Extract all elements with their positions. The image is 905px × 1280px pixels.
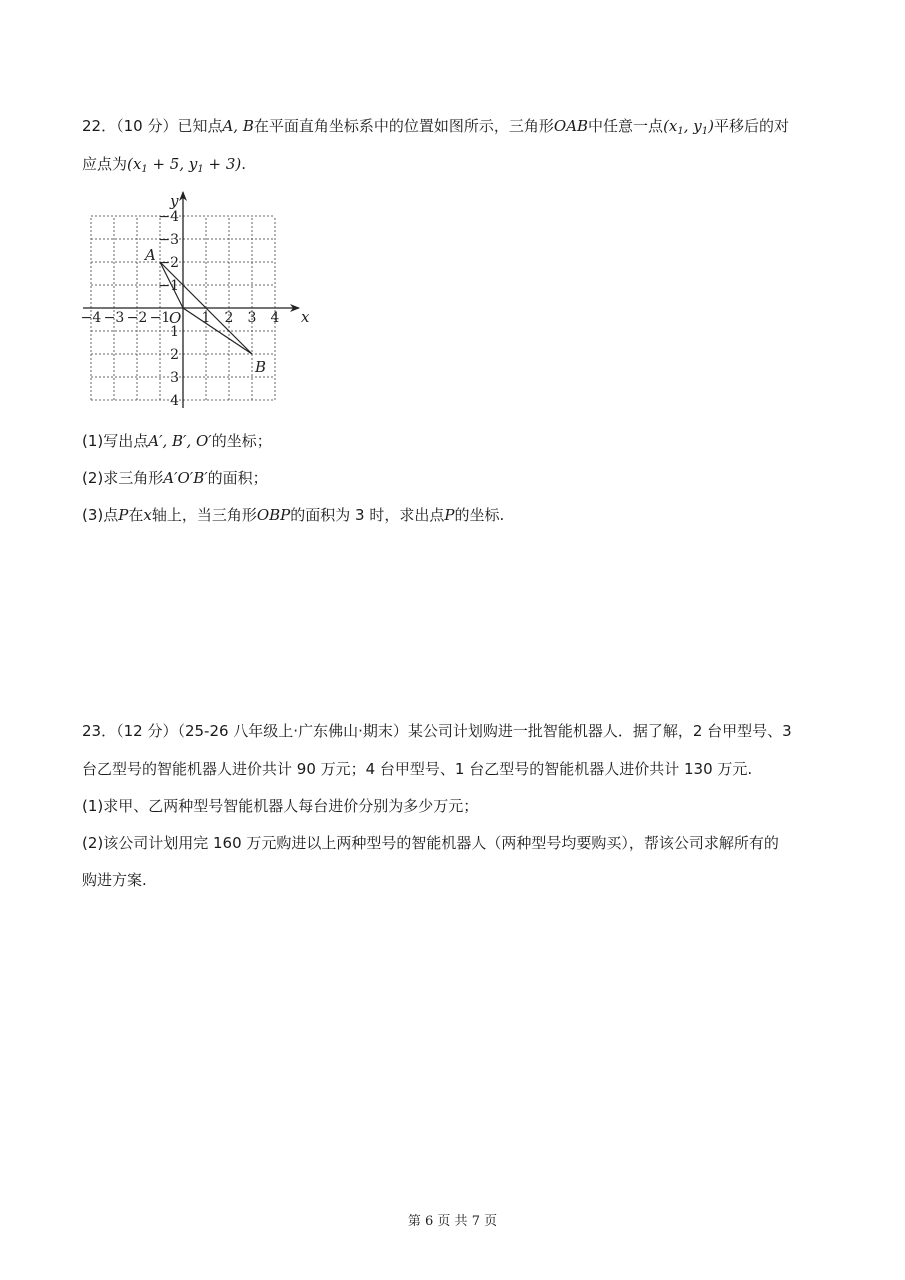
q22-p3-point-p: P [444, 506, 455, 524]
q22-p1-points: A′, B′, O′ [148, 432, 212, 450]
q22-part-1 [82, 430, 272, 452]
y-tick-label: −3 [158, 232, 179, 248]
q22-p3-x: x [143, 506, 152, 524]
q22-number: 22． [82, 117, 117, 135]
q23-part-1: (1)求甲、乙两种型号智能机器人每台进价分别为多少万元； [82, 797, 479, 815]
q22-p3-triangle: OBP [256, 506, 291, 524]
q22-text: 已知点 [177, 117, 223, 135]
q22-p3-text: 在 [128, 506, 144, 524]
coordinate-figure [78, 186, 308, 412]
x-tick-label: −2 [126, 310, 148, 326]
q22-p1-text: 的坐标； [211, 432, 272, 450]
y-tick-label: 2 [170, 347, 179, 363]
q22-part-2 [82, 467, 268, 489]
x-tick-label: 2 [224, 310, 234, 326]
q23-line-2: 台乙型号的智能机器人进价共计 90 万元；4 台甲型号、1 台乙型号的智能机器人进价共计 130 万元. [82, 760, 753, 778]
x-tick-label: −1 [149, 310, 171, 326]
q22-p2-text: (2)求三角形 [82, 469, 164, 487]
q23-part-2-line-2: 购进方案. [82, 871, 147, 889]
figure-labels [81, 192, 310, 409]
q22-score: （10 分） [116, 117, 178, 135]
y-tick-label: 1 [170, 324, 179, 340]
q22-text: 中任意一点 [588, 117, 664, 135]
q22-p2-text: 的面积； [207, 469, 268, 487]
q23-line-1: 23．（12 分）（25-26 八年级上·广东佛山·期末）某公司计划购进一批智能机器人．据了解，2 台甲型号、3 [82, 722, 792, 740]
x-axis-label: x [301, 308, 310, 326]
point-b-label: B [255, 358, 267, 376]
x-tick-label: 3 [247, 310, 257, 326]
y-axis-label: y [170, 192, 179, 210]
x-tick-label: 4 [270, 310, 280, 326]
q23-part-2-line-1: (2)该公司计划用完 160 万元购进以上两种型号的智能机器人（两种型号均要购买），帮该公司求解所有的 [82, 834, 779, 852]
axes [80, 192, 299, 408]
q22-line-1 [82, 115, 789, 137]
q22-p3-text: (3)点 [82, 506, 119, 524]
q22-point-expr: ($x_1$, $y_1$) [663, 117, 714, 137]
q22-points-ab: A, B [222, 117, 254, 135]
y-tick-label: −4 [158, 209, 179, 225]
x-tick-label: 1 [201, 310, 211, 326]
coordinate-plane [78, 186, 308, 412]
q22-part-3 [82, 504, 504, 526]
y-tick-label: 3 [170, 370, 179, 386]
q22-p3-text: 的坐标. [454, 506, 505, 524]
q22-p1-text: (1)写出点 [82, 432, 149, 450]
x-tick-label: −3 [103, 310, 125, 326]
y-tick-label: −1 [158, 278, 179, 294]
q22-text: . [241, 155, 247, 173]
q22-p3-point-p: P [118, 506, 129, 524]
q22-text: 平移后的对 [714, 117, 790, 135]
segment-bo [183, 308, 252, 354]
q22-text: 应点为 [82, 155, 128, 173]
page-footer: 第 6 页 共 7 页 [407, 1214, 498, 1229]
y-tick-label: −2 [158, 255, 179, 271]
q22-p3-text: 的面积为 3 时，求出点 [290, 506, 445, 524]
q22-triangle-oab: OAB [553, 117, 589, 135]
q22-text: 在平面直角坐标系中的位置如图所示，三角形 [253, 117, 554, 135]
point-a-label: A [145, 246, 156, 264]
q22-line-2 [82, 153, 246, 175]
q22-mapping-expr: ($x_1 + 5$, $y_1 + 3$) [127, 155, 242, 175]
q22-p2-triangle: A′O′B′ [163, 469, 208, 487]
x-tick-label: −4 [80, 310, 102, 326]
q22-p3-text: 轴上，当三角形 [151, 506, 257, 524]
origin-label: O [169, 309, 182, 327]
y-tick-label: 4 [170, 393, 179, 409]
